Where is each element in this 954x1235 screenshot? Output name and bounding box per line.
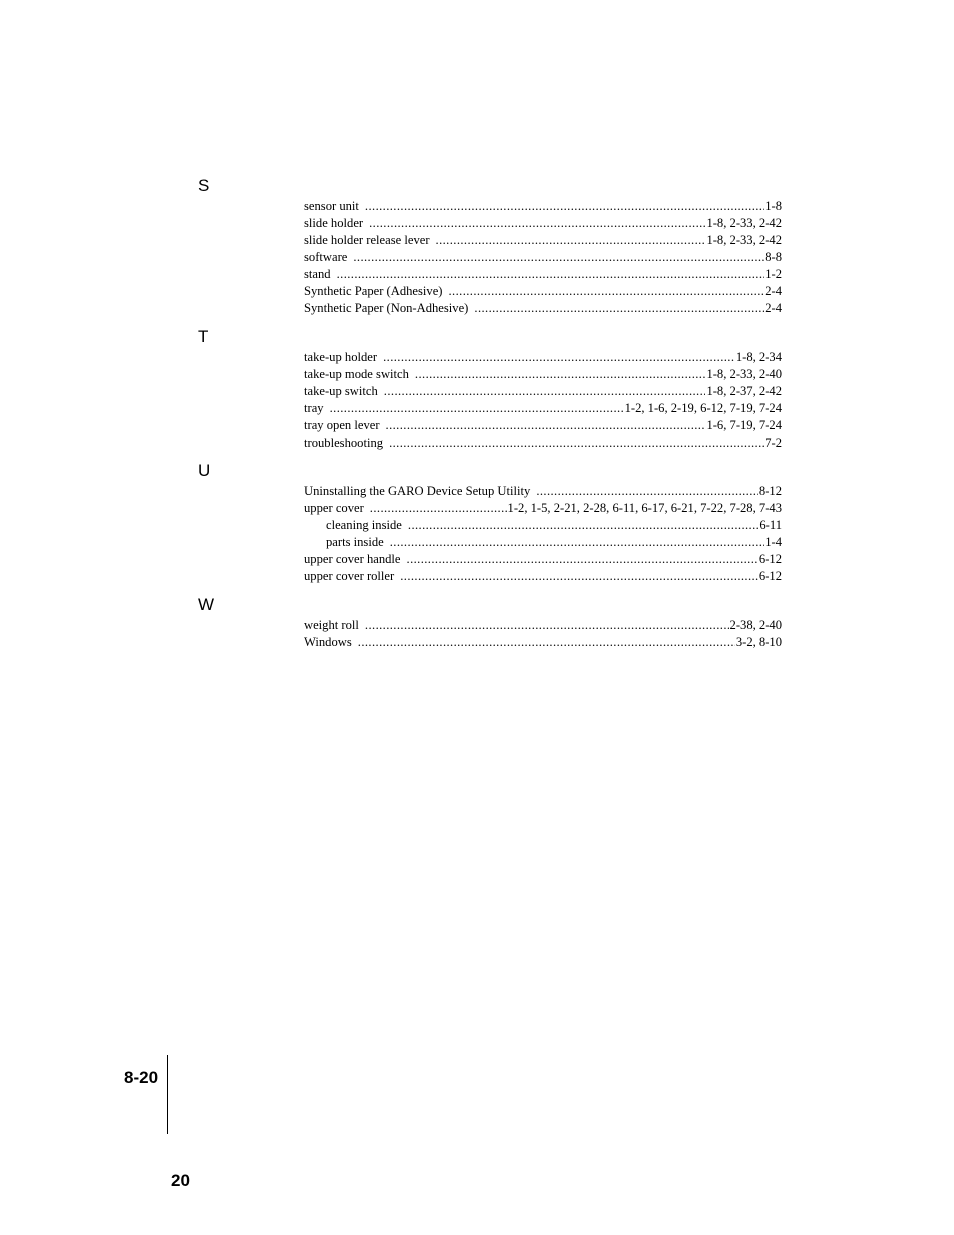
index-entry	[304, 198, 782, 215]
index-term: upper cover handle	[304, 552, 401, 566]
index-entry	[304, 551, 782, 568]
dot-leader	[358, 634, 735, 651]
index-subentry	[326, 534, 782, 551]
page-refs: 1-2, 1-5, 2-21, 2-28, 6-11, 6-17, 6-21, 7-22, 7-28, 7-43	[507, 501, 782, 515]
index-term: slide holder release lever	[304, 233, 430, 247]
index-term: tray	[304, 401, 324, 415]
page-refs: 1-8, 2-33, 2-42	[706, 216, 782, 230]
index-subentry	[326, 517, 782, 534]
index-entry	[304, 617, 782, 634]
page-refs: 6-12	[758, 569, 782, 583]
dot-leader	[415, 366, 706, 383]
dot-leader	[337, 266, 765, 283]
index-entry	[304, 500, 782, 517]
index-term: slide holder	[304, 216, 364, 230]
index-term: tray open lever	[304, 418, 380, 432]
index-entry	[304, 435, 782, 452]
page-number: 20	[171, 1171, 190, 1190]
dot-leader	[384, 383, 706, 400]
index-term: software	[304, 250, 348, 264]
page-refs: 1-2	[765, 267, 782, 281]
dot-leader	[390, 534, 764, 551]
dot-leader	[474, 300, 764, 317]
dot-leader	[365, 198, 764, 215]
dot-leader	[408, 517, 758, 534]
index-term: Uninstalling the GARO Device Setup Utility	[304, 484, 531, 498]
page-refs: 1-8, 2-33, 2-42	[706, 233, 782, 247]
page-refs: 1-8, 2-33, 2-40	[706, 367, 782, 381]
index-entry	[304, 634, 782, 651]
index-entry	[304, 232, 782, 249]
page-refs: 1-8	[765, 199, 782, 213]
index-entry	[304, 249, 782, 266]
index-entry	[304, 483, 782, 500]
index-entry	[304, 383, 782, 400]
page-refs: 2-4	[765, 301, 782, 315]
dot-leader	[389, 435, 764, 452]
page-refs: 2-4	[765, 284, 782, 298]
folio-rule	[167, 1055, 168, 1134]
index-term: cleaning inside	[326, 518, 402, 532]
index-entry	[304, 300, 782, 317]
index-term: take-up switch	[304, 384, 378, 398]
chapter-folio: 8-20	[124, 1068, 159, 1087]
page-refs: 1-4	[765, 535, 782, 549]
page-refs: 6-12	[758, 552, 782, 566]
page-refs: 8-12	[758, 484, 782, 498]
page-refs: 7-2	[765, 436, 782, 450]
index-entry	[304, 417, 782, 434]
dot-leader	[536, 483, 758, 500]
index-term: take-up holder	[304, 350, 378, 364]
page-refs: 8-8	[765, 250, 782, 264]
index-term: stand	[304, 267, 331, 281]
page-refs: 1-2, 1-6, 2-19, 6-12, 7-19, 7-24	[624, 401, 782, 415]
index-entry	[304, 349, 782, 366]
index-entry	[304, 366, 782, 383]
dot-leader	[369, 215, 705, 232]
index-entry	[304, 283, 782, 300]
dot-leader	[383, 349, 735, 366]
index-term: parts inside	[326, 535, 384, 549]
index-term: Windows	[304, 635, 352, 649]
dot-leader	[407, 551, 758, 568]
index-term: take-up mode switch	[304, 367, 409, 381]
index-entry	[304, 266, 782, 283]
dot-leader	[353, 249, 764, 266]
index-term: Synthetic Paper (Adhesive)	[304, 284, 443, 298]
index-term: upper cover roller	[304, 569, 395, 583]
index-letter-u: U	[198, 461, 211, 480]
index-term: Synthetic Paper (Non-Adhesive)	[304, 301, 469, 315]
dot-leader	[330, 400, 624, 417]
index-letter-t: T	[198, 327, 209, 346]
page-refs: 1-8, 2-34	[735, 350, 782, 364]
index-letter-s: S	[198, 176, 210, 195]
dot-leader	[370, 500, 507, 517]
page-refs: 6-11	[759, 518, 782, 532]
index-term: troubleshooting	[304, 436, 384, 450]
index-term: weight roll	[304, 618, 359, 632]
dot-leader	[400, 568, 758, 585]
dot-leader	[386, 417, 706, 434]
page-refs: 3-2, 8-10	[735, 635, 782, 649]
index-entry	[304, 215, 782, 232]
page-refs: 2-38, 2-40	[729, 618, 782, 632]
index-term: sensor unit	[304, 199, 359, 213]
dot-leader	[436, 232, 706, 249]
index-entry	[304, 568, 782, 585]
dot-leader	[365, 617, 729, 634]
index-entry	[304, 400, 782, 417]
index-letter-w: W	[198, 595, 215, 614]
dot-leader	[449, 283, 765, 300]
page-refs: 1-6, 7-19, 7-24	[706, 418, 782, 432]
page-refs: 1-8, 2-37, 2-42	[706, 384, 782, 398]
index-term: upper cover	[304, 501, 364, 515]
